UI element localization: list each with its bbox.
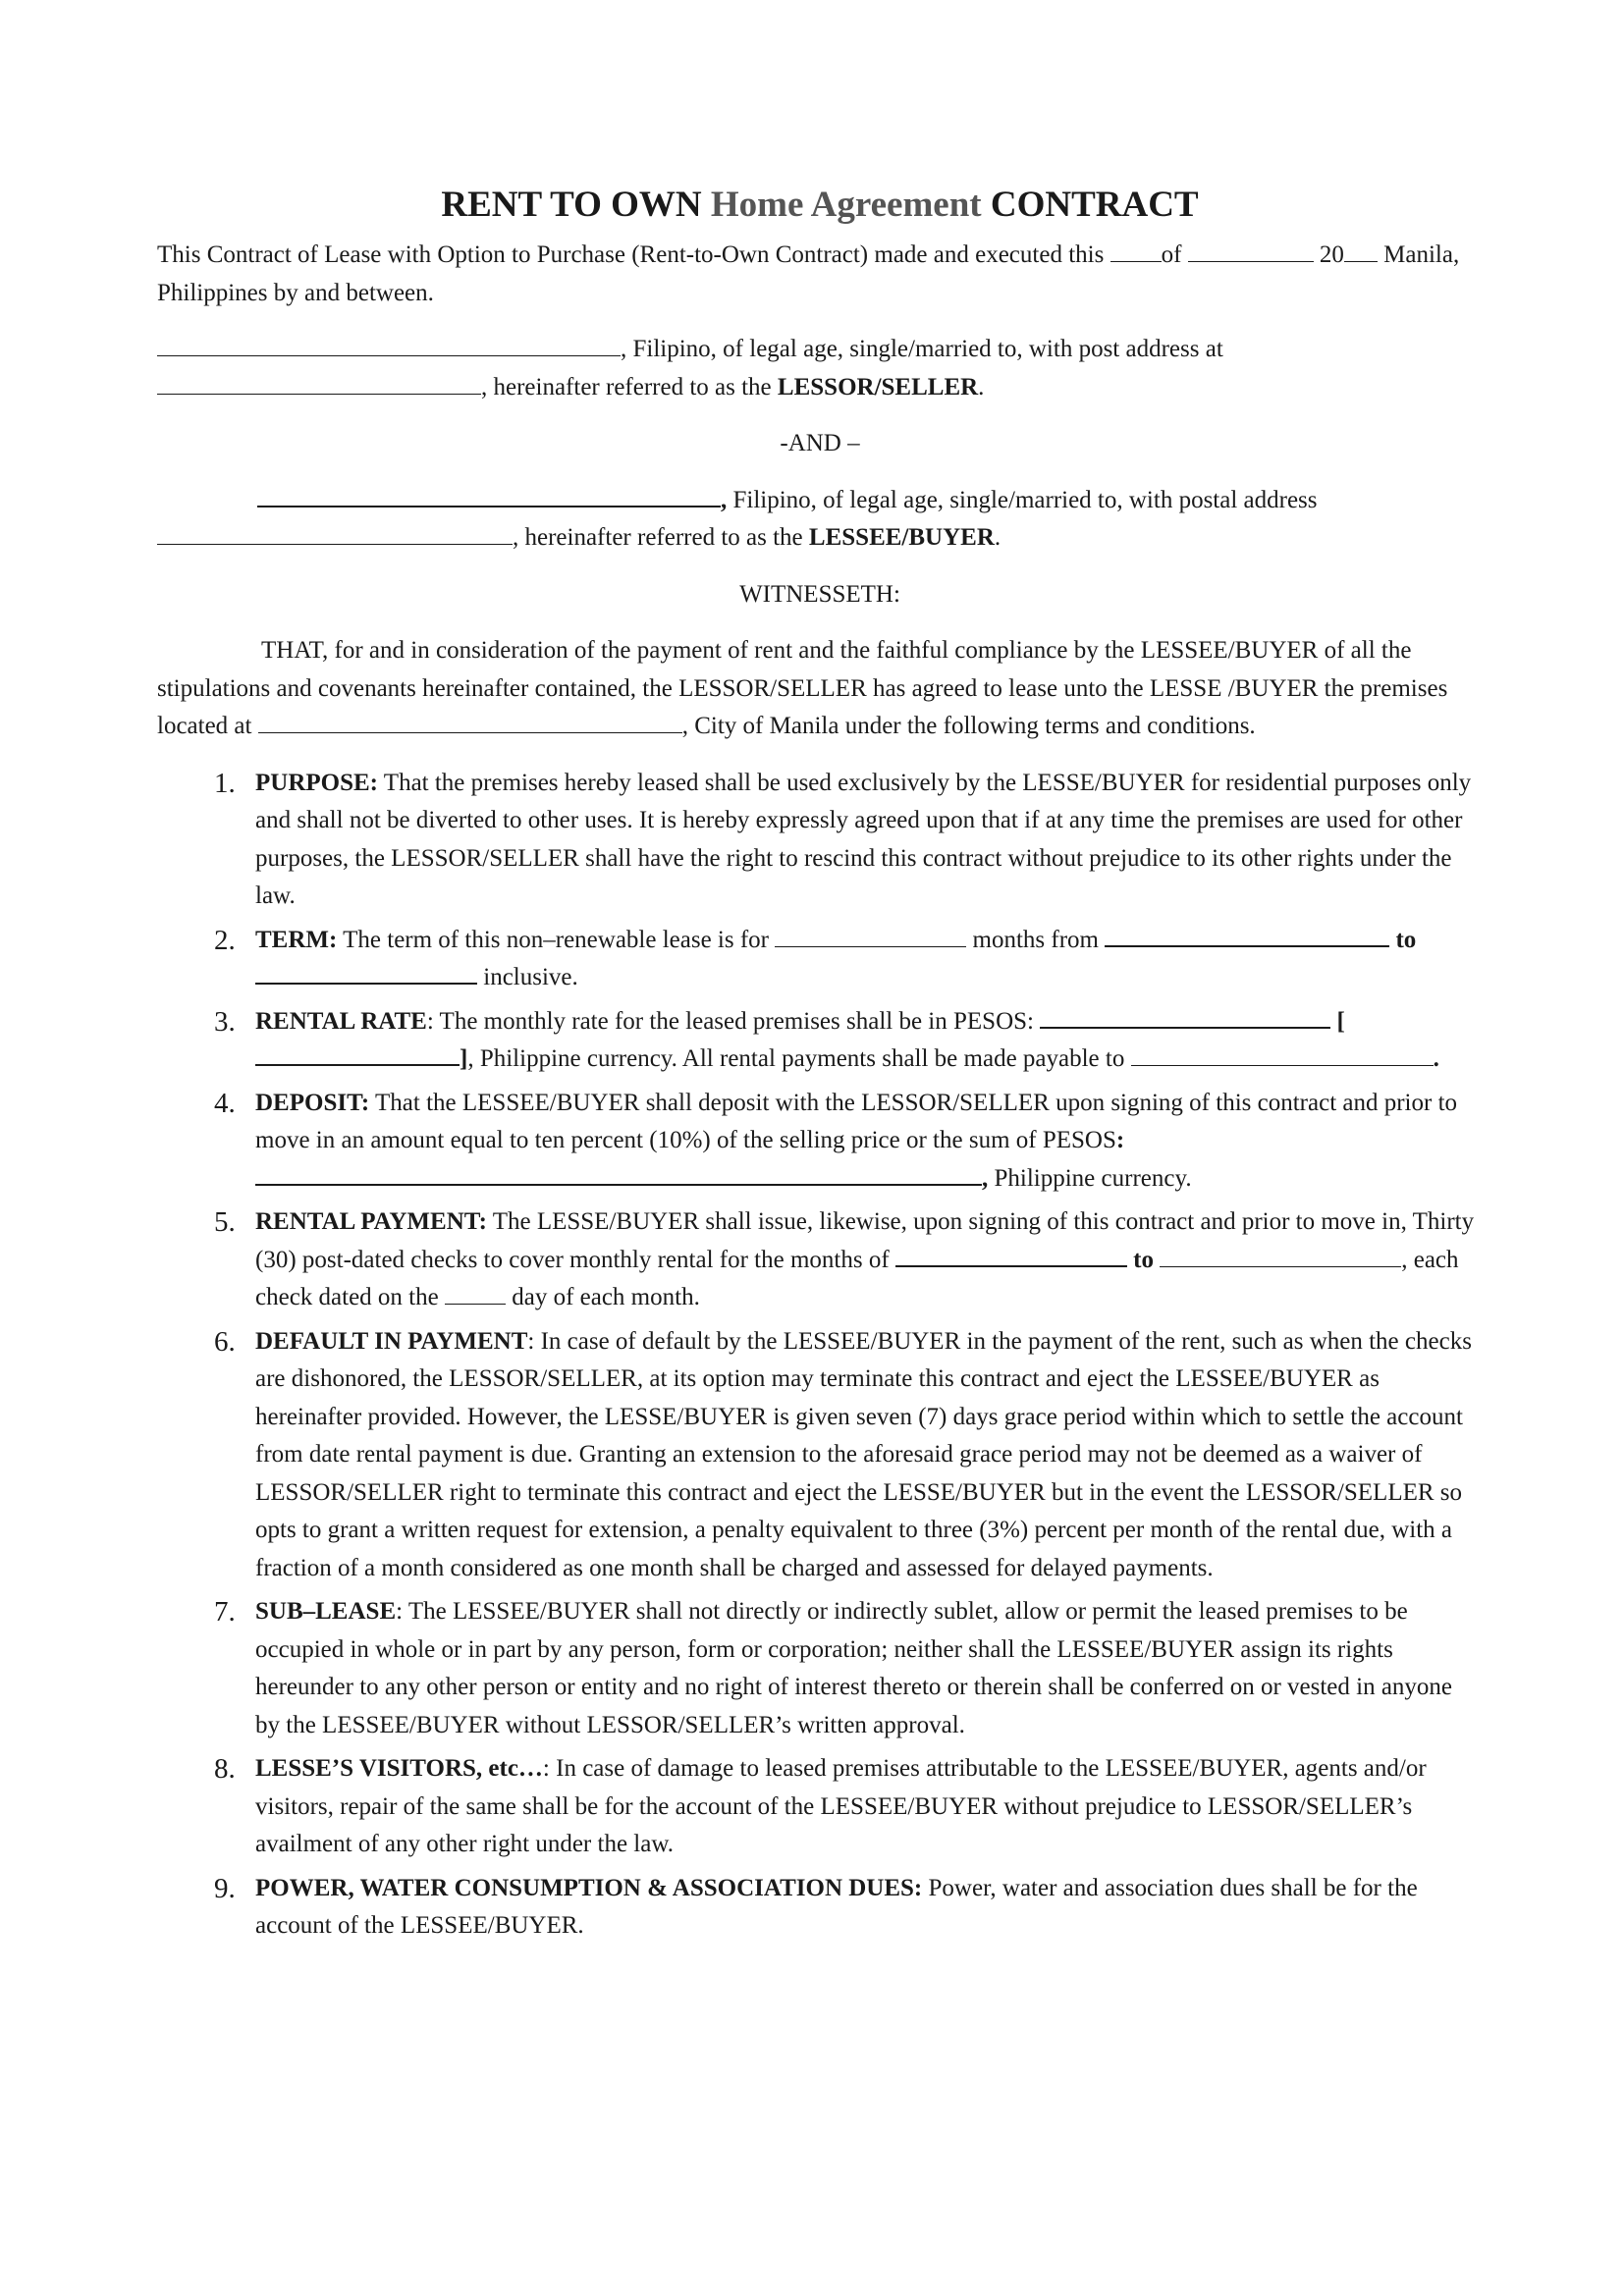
title-part-2: Home Agreement xyxy=(710,185,982,225)
clause-number: 6. xyxy=(214,1325,236,1358)
payment-to: to xyxy=(1133,1246,1154,1273)
lessor-address-blank xyxy=(157,372,481,395)
title-part-1: RENT TO OWN xyxy=(441,185,702,225)
lessor-role: LESSOR/SELLER xyxy=(777,373,979,400)
clause-text: That the premises hereby leased shall be used exclusively by the LESSE/BUYER for residential purposes only and shall not be diverted to other uses. It is hereby expressly agreed upon that if at any time the premises are used for other purposes, the LESSOR/SELLER shall have the right to rescind this contract without prejudice to its other rights under the law. xyxy=(255,769,1472,909)
clause-text: : In case of damage to leased premises attributable to the LESSEE/BUYER, agents and/or visitors, repair of the same shall be for the account of the LESSEE/BUYER without prejudice to LESSOR/SELLER’s availment of any other right under the law. xyxy=(255,1755,1427,1857)
clause-number: 9. xyxy=(214,1872,236,1904)
day-blank xyxy=(1110,240,1162,262)
deposit-comma: , xyxy=(982,1164,989,1192)
clause-list xyxy=(157,765,1483,1946)
clause-number: 5. xyxy=(214,1206,236,1238)
intro-paragraph xyxy=(157,237,1483,312)
clause-text: months from xyxy=(966,926,1106,953)
lessee-name-blank xyxy=(257,484,721,507)
term-to: to xyxy=(1395,926,1417,953)
and-separator: -AND – xyxy=(780,430,860,456)
clause-heading: PURPOSE: xyxy=(255,769,378,796)
clause-rental-payment xyxy=(157,1203,1483,1317)
clause-utilities xyxy=(157,1870,1483,1946)
clause-text: : The LESSEE/BUYER shall not directly or indirectly sublet, allow or permit the leased premises to be occupied in whole or in part by any person, form or corporation; neither shall the LESSEE/BUYER assign its rights hereunder to any other person or entity and no right of interest thereto or therein shall be conferred on or vested in anyone by the LESSEE/BUYER without LESSOR/SELLER’s written approval. xyxy=(255,1598,1453,1738)
clause-visitors xyxy=(157,1750,1483,1864)
recital-paragraph xyxy=(157,632,1483,746)
clause-text: Philippine currency. xyxy=(988,1164,1192,1192)
deposit-colon: : xyxy=(1115,1127,1125,1153)
premises-location-blank xyxy=(258,711,682,733)
lessee-role: LESSEE/BUYER xyxy=(808,524,995,551)
title-part-3: CONTRACT xyxy=(990,185,1199,225)
recital-text-1: THAT, for and in consideration of the payment of rent and the faithful compliance by the LESSEE/BUYER of all the stipulations and covenants hereinafter contained, the LESSOR/SELLER has agreed to lease unto the LESSE /BUYER the premises located at xyxy=(157,637,1448,739)
clause-deposit xyxy=(157,1085,1483,1199)
clause-purpose xyxy=(157,765,1483,916)
document-title xyxy=(157,182,1483,229)
lessor-text-1: , Filipino, of legal age, single/married to, with post address at xyxy=(621,336,1223,362)
clause-text: : In case of default by the LESSEE/BUYER in the payment of the rent, such as when the checks are dishonored, the LESSOR/SELLER, at its option may terminate this contract and eject the LESSEE/BUYER as hereinafter provided. However, the LESSE/BUYER is given seven (7) days grace period within which to settle the account from date rental payment is due. Granting an extension to the aforesaid grace period may not be deemed as a waiver of LESSOR/SELLER right to terminate this contract and eject the LESSE/BUYER but in the event the LESSOR/SELLER so opts to grant a written request for extension, a penalty equivalent to three (3%) percent per month of the rental due, with a fraction of a month considered as one month shall be charged and assessed for delayed payments. xyxy=(255,1327,1472,1581)
clause-number: 7. xyxy=(214,1596,236,1628)
year-prefix: 20 xyxy=(1319,241,1344,268)
rental-rate-figures-blank xyxy=(255,1042,460,1066)
lessor-end: . xyxy=(978,373,985,400)
intro-line-2: Manila, Philippines by and between. xyxy=(157,241,1460,306)
clause-text: day of each month. xyxy=(505,1284,700,1310)
clause-period: . xyxy=(1433,1045,1439,1072)
rental-rate-words-blank xyxy=(1040,1005,1330,1029)
deposit-amount-blank xyxy=(255,1162,982,1186)
lessee-text-2: , hereinafter referred to as the xyxy=(513,524,809,551)
witnesseth-heading: WITNESSETH: xyxy=(739,580,900,608)
clause-sub-lease xyxy=(157,1593,1483,1744)
intro-of: of xyxy=(1161,241,1182,268)
check-day-blank xyxy=(445,1282,506,1305)
clause-number: 3. xyxy=(214,1005,236,1038)
month-blank xyxy=(1188,240,1314,262)
lessee-paragraph xyxy=(157,482,1483,558)
payee-blank xyxy=(1131,1043,1434,1066)
bracket-open: [ xyxy=(1336,1007,1345,1035)
clause-text: The term of this non–renewable lease is for xyxy=(337,926,776,953)
clause-rental-rate xyxy=(157,1003,1483,1079)
clause-term xyxy=(157,922,1483,997)
lessor-text-2: , hereinafter referred to as the xyxy=(481,373,778,400)
clause-number: 1. xyxy=(214,767,236,799)
recital-text-2: , City of Manila under the following terms and conditions. xyxy=(681,713,1256,739)
term-end-blank xyxy=(255,961,477,985)
intro-line-1: This Contract of Lease with Option to Purchase (Rent-to-Own Contract) made and executed this xyxy=(157,241,1105,268)
clause-heading: RENTAL RATE xyxy=(255,1007,427,1035)
clause-number: 2. xyxy=(214,924,236,956)
lessee-end: . xyxy=(994,524,1001,551)
clause-heading: DEFAULT IN PAYMENT xyxy=(255,1327,528,1355)
lessee-address-blank xyxy=(157,522,513,545)
bracket-close: ] xyxy=(460,1045,468,1072)
clause-text: Power, water and association dues shall be for the account of the LESSEE/BUYER. xyxy=(255,1874,1418,1939)
clause-heading: RENTAL PAYMENT: xyxy=(255,1208,487,1235)
term-months-blank xyxy=(775,925,966,947)
clause-heading: DEPOSIT: xyxy=(255,1089,370,1116)
clause-heading: SUB–LEASE xyxy=(255,1598,397,1625)
clause-text: , Philippine currency. All rental payments shall be made payable to xyxy=(467,1045,1125,1072)
clause-default-in-payment xyxy=(157,1323,1483,1588)
lessor-name-blank xyxy=(157,334,621,356)
clause-heading: LESSE’S VISITORS, etc… xyxy=(255,1755,543,1782)
payment-start-blank xyxy=(895,1244,1127,1267)
clause-text: The LESSE/BUYER shall issue, likewise, upon signing of this contract and prior to move in, Thirty (30) post-dated checks to cover monthly rental for the months of xyxy=(255,1208,1475,1273)
term-start-blank xyxy=(1105,924,1389,947)
clause-text: inclusive. xyxy=(477,964,578,990)
lessee-text-1: Filipino, of legal age, single/married to, with postal address xyxy=(727,486,1318,513)
clause-text: , each check dated on the xyxy=(255,1246,1459,1310)
lessor-paragraph xyxy=(157,331,1483,406)
payment-end-blank xyxy=(1160,1245,1401,1267)
year-blank xyxy=(1344,240,1378,262)
clause-text: : The monthly rate for the leased premises shall be in PESOS: xyxy=(426,1007,1041,1035)
clause-number: 4. xyxy=(214,1087,236,1119)
clause-number: 8. xyxy=(214,1753,236,1785)
contract-page xyxy=(157,182,1483,1946)
clause-heading: TERM: xyxy=(255,926,338,953)
clause-text: That the LESSEE/BUYER shall deposit with the LESSOR/SELLER upon signing of this contract and prior to move in an amount equal to ten percent (10%) of the selling price or the sum of PESOS xyxy=(255,1089,1458,1153)
clause-heading: POWER, WATER CONSUMPTION & ASSOCIATION DUES: xyxy=(255,1874,923,1901)
lessee-comma: , xyxy=(721,486,728,513)
